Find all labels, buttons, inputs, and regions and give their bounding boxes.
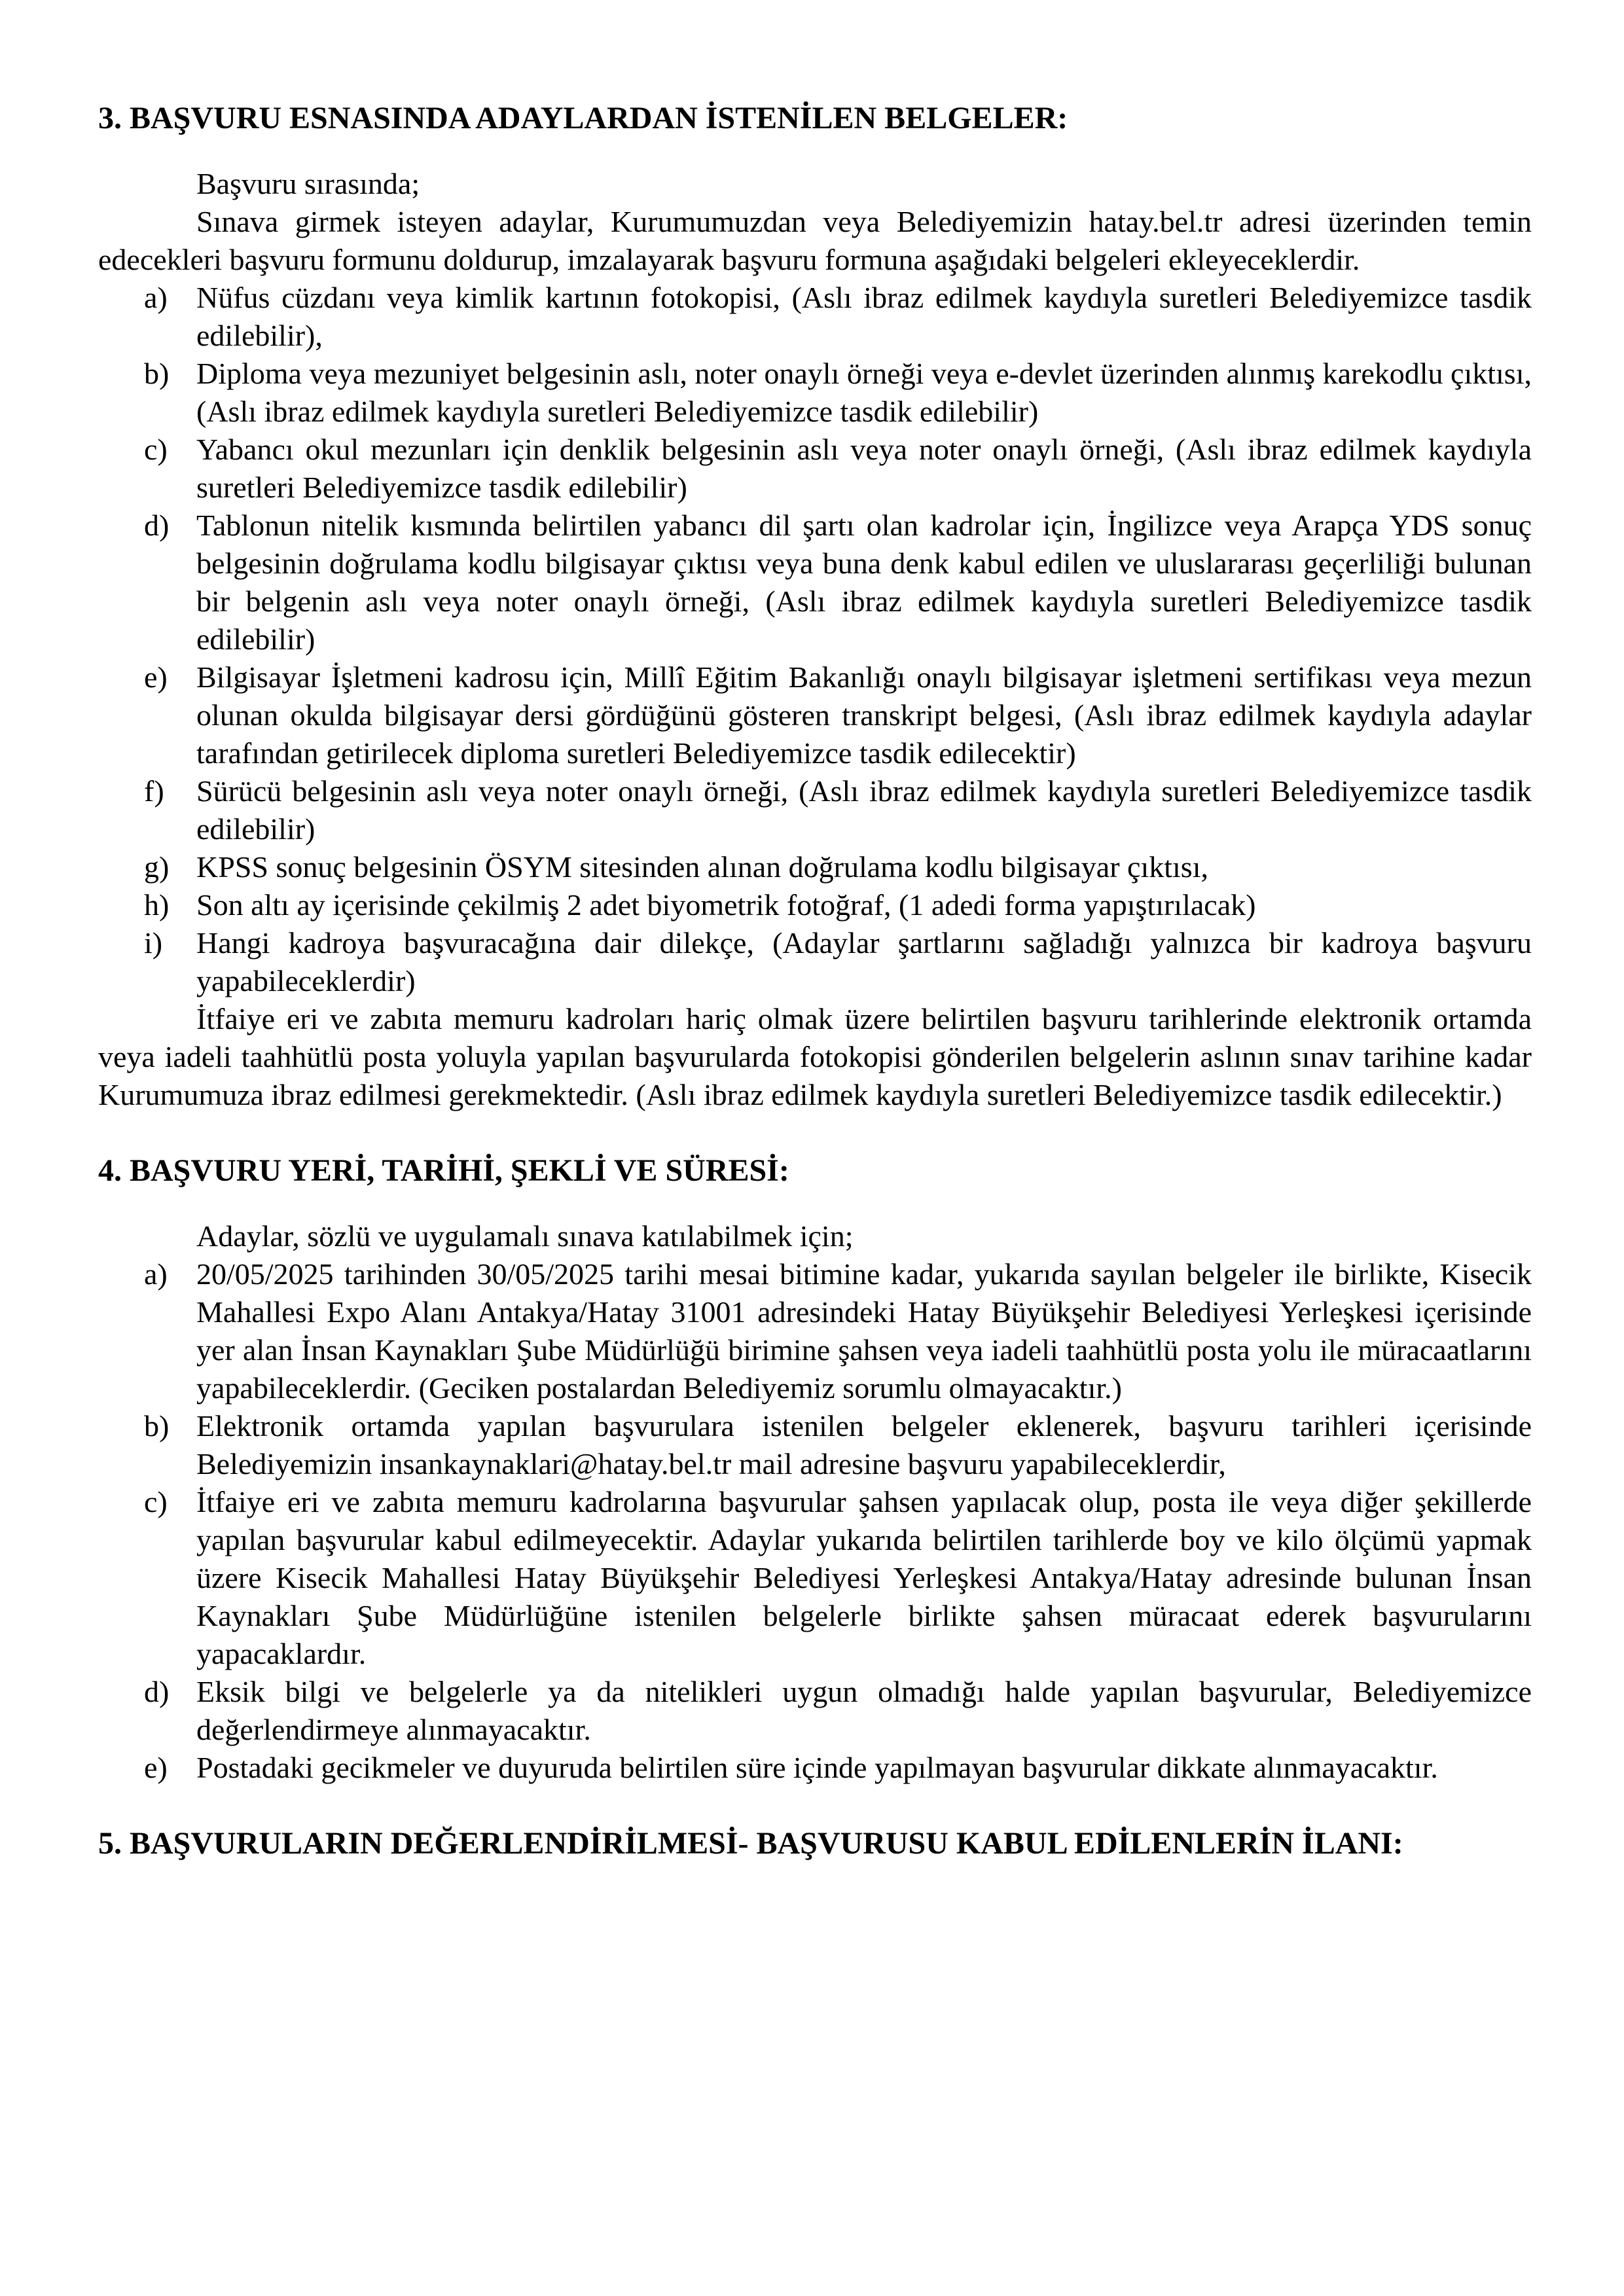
list-item-3i	[98, 924, 1532, 1000]
list-marker: b)	[144, 357, 170, 390]
list-item-text: Son altı ay içerisinde çekilmiş 2 adet biyometrik fotoğraf, (1 adedi forma yapıştırılacak)	[196, 888, 1256, 922]
list-item-text: Elektronik ortamda yapılan başvurulara istenilen belgeler eklenerek, başvuru tarihleri içerisinde Belediyemizin insankaynaklari@hatay.bel.tr mail adresine başvuru yapabileceklerdir,	[196, 1409, 1532, 1480]
list-marker: h)	[144, 888, 170, 922]
list-item-text: KPSS sonuç belgesinin ÖSYM sitesinden alınan doğrulama kodlu bilgisayar çıktısı,	[196, 850, 1208, 884]
document-page	[98, 98, 1532, 1864]
section-4-intro: Adaylar, sözlü ve uygulamalı sınava katılabilmek için;	[196, 1219, 854, 1253]
list-marker: e)	[144, 660, 168, 694]
list-marker: d)	[144, 509, 170, 542]
list-item-4a	[98, 1255, 1532, 1407]
list-item-3h	[98, 886, 1532, 924]
list-item-text: Eksik bilgi ve belgelerle ya da nitelikleri uygun olmadığı halde yapılan başvurular, Belediyemizce değerlendirmeye alınmayacaktır.	[196, 1675, 1532, 1746]
list-marker: c)	[144, 433, 168, 466]
list-marker: c)	[144, 1485, 168, 1518]
list-item-text: Yabancı okul mezunları için denklik belgesinin aslı veya noter onaylı örneği, (Aslı ibraz edilmek kaydıyla suretleri Belediyemizce tasdik edilebilir)	[196, 433, 1532, 504]
list-item-text: Diploma veya mezuniyet belgesinin aslı, noter onaylı örneği veya e-devlet üzerinden alınmış karekodlu çıktısı, (Aslı ibraz edilmek kaydıyla suretleri Belediyemizce tasdik edilebilir)	[196, 357, 1532, 428]
list-item-4d	[98, 1673, 1532, 1749]
list-item-text: İtfaiye eri ve zabıta memuru kadrolarına başvurular şahsen yapılacak olup, posta ile veya diğer şekillerde yapılan başvurular kabul edilmeyecektir. Adaylar yukarıda belirtilen tarihlerde boy ve kilo ölçümü yapmak üzere Kisecik Mahallesi Hatay Büyükşehir Belediyesi Yerleşkesi Antakya/Hatay adresinde bulunan İnsan Kaynakları Şube Müdürlüğüne istenilen belgelerle birlikte şahsen müracaat ederek başvurularını yapacaklardır.	[196, 1485, 1532, 1670]
list-item-3f	[98, 772, 1532, 848]
list-item-text: Hangi kadroya başvuracağına dair dilekçe, (Adaylar şartlarını sağladığı yalnızca bir kadroya başvuru yapabileceklerdir)	[196, 926, 1532, 997]
list-item-text: Bilgisayar İşletmeni kadrosu için, Millî Eğitim Bakanlığı onaylı bilgisayar işletmeni sertifikası veya mezun olunan okulda bilgisayar dersi gördüğünü gösteren transkript belgesi, (Aslı ibraz edilmek kaydıyla adaylar tarafından getirilecek diploma suretleri Belediyemizce tasdik edilecektir)	[196, 660, 1532, 770]
list-marker: b)	[144, 1409, 170, 1443]
list-item-3g	[98, 848, 1532, 886]
list-item-3a	[98, 279, 1532, 355]
list-marker: a)	[144, 281, 168, 314]
section-3-document-list	[98, 279, 1532, 1000]
list-marker: d)	[144, 1675, 170, 1708]
section-4-heading: 4. BAŞVURU YERİ, TARİHİ, ŞEKLİ VE SÜRESİ:	[98, 1153, 789, 1188]
list-marker: e)	[144, 1751, 168, 1784]
list-item-text: Nüfus cüzdanı veya kimlik kartının fotokopisi, (Aslı ibraz edilmek kaydıyla suretleri Belediyemizce tasdik edilebilir),	[196, 281, 1532, 352]
list-item-3d	[98, 507, 1532, 658]
list-item-4c	[98, 1483, 1532, 1673]
list-item-4e	[98, 1749, 1532, 1787]
list-item-text: Sürücü belgesinin aslı veya noter onaylı örneği, (Aslı ibraz edilmek kaydıyla suretleri Belediyemizce tasdik edilebilir)	[196, 774, 1532, 846]
list-item-text: 20/05/2025 tarihinden 30/05/2025 tarihi mesai bitimine kadar, yukarıda sayılan belgeler ile birlikte, Kisecik Mahallesi Expo Alanı Antakya/Hatay 31001 adresindeki Hatay Büyükşehir Belediyesi Yerleşkesi içerisinde yer alan İnsan Kaynakları Şube Müdürlüğü birimine şahsen veya iadeli taahhütlü posta yolu ile müracaatlarını yapabileceklerdir. (Geciken postalardan Belediyemiz sorumlu olmayacaktır.)	[196, 1257, 1532, 1405]
list-item-4b	[98, 1407, 1532, 1483]
list-item-text: Tablonun nitelik kısmında belirtilen yabancı dil şartı olan kadrolar için, İngilizce veya Arapça YDS sonuç belgesinin doğrulama kodlu bilgisayar çıktısı veya buna denk kabul edilen ve uluslararası geçerliliği bulunan bir belgenin aslı veya noter onaylı örneği, (Aslı ibraz edilmek kaydıyla suretleri Belediyemizce tasdik edilebilir)	[196, 509, 1532, 656]
list-marker: i)	[144, 926, 163, 960]
list-marker: f)	[144, 774, 164, 808]
list-item-text: Postadaki gecikmeler ve duyuruda belirtilen süre içinde yapılmayan başvurular dikkate alınmayacaktır.	[196, 1751, 1438, 1784]
section-3-intro: Başvuru sırasında;	[196, 167, 420, 200]
section-3-closing-paragraph: İtfaiye eri ve zabıta memuru kadroları hariç olmak üzere belirtilen başvuru tarihlerinde elektronik ortamda veya iadeli taahhütlü posta yoluyla yapılan başvurularda fotokopisi gönderilen belgelerin aslının sınav tarihine kadar Kurumumuza ibraz edilmesi gerekmektedir. (Aslı ibraz edilmek kaydıyla suretleri Belediyemizce tasdik edilecektir.)	[98, 1002, 1532, 1111]
section-3-heading: 3. BAŞVURU ESNASINDA ADAYLARDAN İSTENİLEN BELGELER:	[98, 101, 1068, 135]
section-3-intro-paragraph: Sınava girmek isteyen adaylar, Kurumumuzdan veya Belediyemizin hatay.bel.tr adresi üzerinden temin edecekleri başvuru formunu doldurup, imzalayarak başvuru formuna aşağıdaki belgeleri ekleyeceklerdir.	[98, 205, 1532, 276]
list-marker: g)	[144, 850, 170, 884]
list-item-3b	[98, 355, 1532, 431]
list-item-3c	[98, 431, 1532, 507]
section-4-application-list	[98, 1255, 1532, 1787]
list-item-3e	[98, 658, 1532, 772]
section-5-heading: 5. BAŞVURULARIN DEĞERLENDİRİLMESİ- BAŞVURUSU KABUL EDİLENLERİN İLANI:	[98, 1826, 1403, 1861]
list-marker: a)	[144, 1257, 168, 1291]
